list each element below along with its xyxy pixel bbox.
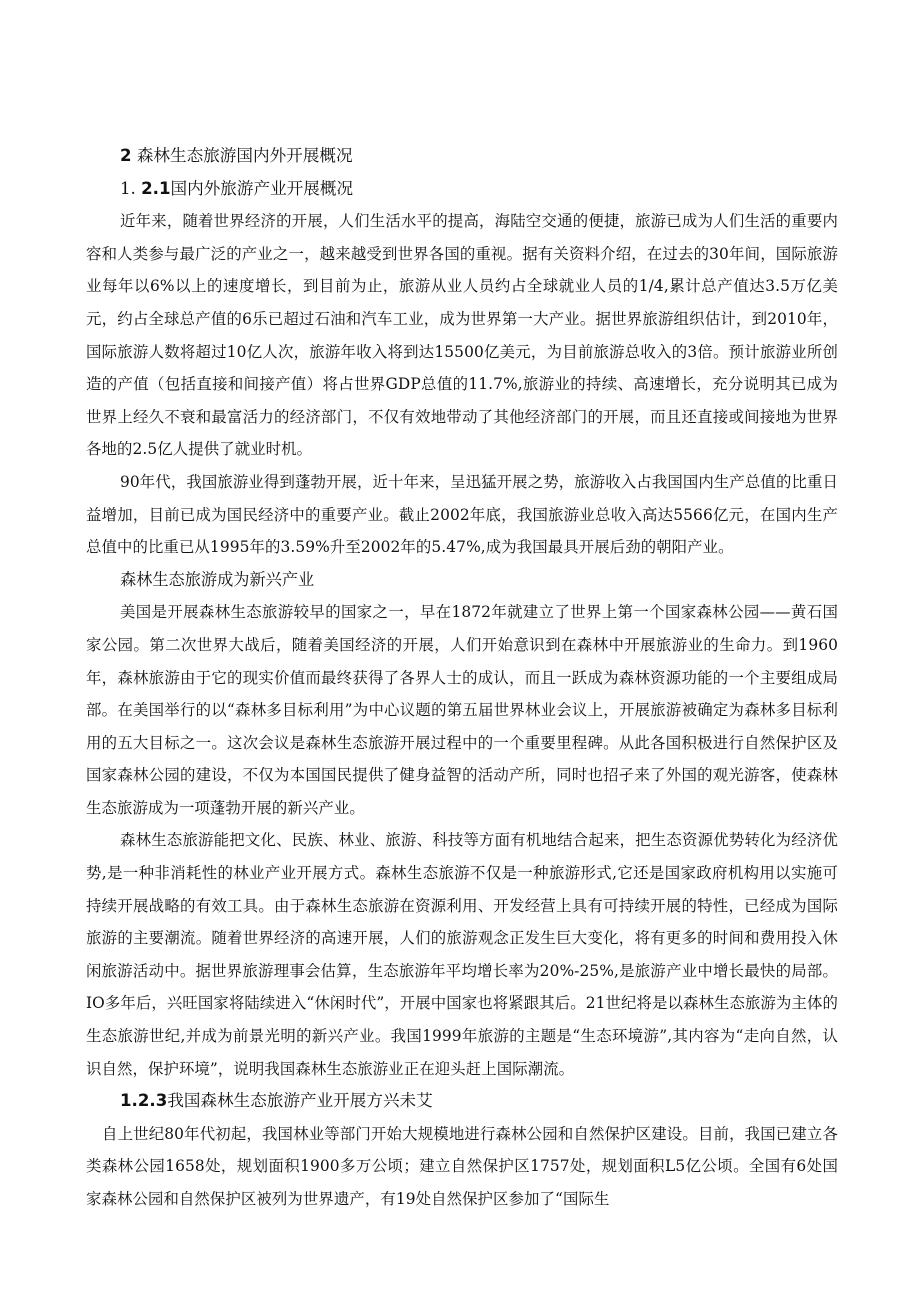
section-number: 2.1 — [141, 178, 171, 198]
section-heading-2 — [86, 140, 838, 173]
section-title: 我国森林生态旅游产业开展方兴未艾 — [167, 1091, 433, 1111]
paragraph: 90年代，我国旅游业得到蓬勃开展，近十年来，呈迅猛开展之势，旅游收入占我国国内生产总值的比重日益增加，目前已成为国民经济中的重要产业。截止2002年底，我国旅游业总收入高达5566亿元，在国内生产总值中的比重已从1995年的3.59%升至2002年的5.47%,成为我国最具开展后劲的朝阳产业。 — [86, 472, 838, 557]
list-prefix: 1. — [120, 178, 136, 198]
section-number: 2 — [120, 146, 132, 165]
section-title: 国内外旅游产业开展概况 — [170, 178, 354, 198]
paragraph: 森林生态旅游能把文化、民族、林业、旅游、科技等方面有机地结合起来，把生态资源优势转化为经济优势,是一种非消耗性的林业产业开展方式。森林生态旅游不仅是一种旅游形式,它还是国家政府机构用以实施可持续开展战略的有效工具。由于森林生态旅游在资源利用、开发经营上具有可持续开展的特性，已经成为国际旅游的主要潮流。随着世界经济的高速开展，人们的旅游观念正发生巨大变化，将有更多的时间和费用投入休闲旅游活动中。据世界旅游理事会估算，生态旅游年平均增长率为20%-25%,是旅游产业中增长最快的局部。IO多年后，兴旺国家将陆续进入“休闲时代”，开展中国家也将紧跟其后。21世纪将是以森林生态旅游为主体的生态旅游世纪,并成为前景光明的新兴产业。我国1999年旅游的主题是“生态环境游”,其内容为“走向自然，认识自然，保护环境”，说明我国森林生态旅游业正在迎头赶上国际潮流。 — [86, 831, 838, 1078]
section-number: 1.2.3 — [120, 1091, 168, 1111]
section-heading-1-2-3 — [86, 1085, 838, 1118]
document-body — [86, 140, 838, 1216]
paragraph: 自上世纪80年代初起，我国林业等部门开始大规模地进行森林公园和自然保护区建设。目前，我国已建立各类森林公园1658处，规划面积1900多万公顷；建立自然保护区1757处，规划面积L5亿公顷。全国有6处国家森林公园和自然保护区被列为世界遗产，有19处自然保护区参加了“国际生 — [86, 1124, 838, 1208]
paragraph: 美国是开展森林生态旅游较早的国家之一，早在1872年就建立了世界上第一个国家森林公园——黄石国家公园。第二次世界大战后，随着美国经济的开展，人们开始意识到在森林中开展旅游业的生命力。到1960年，森林旅游由于它的现实价值而最终获得了各界人士的成认，而且一跃成为森林资源功能的一个主要组成局部。在美国举行的以“森林多目标利用”为中心议题的第五届世界林业会议上，开展旅游被确定为森林多目标利用的五大目标之一。这次会议是森林生态旅游开展过程中的一个重要里程碑。从此各国积极进行自然保护区及国家森林公园的建设，不仅为本国国民提供了健身益智的活动产所，同时也招孑来了外国的观光游客，使森林生态旅游成为一项蓬勃开展的新兴产业。 — [86, 603, 838, 817]
subsection-heading: 森林生态旅游成为新兴产业 — [120, 569, 315, 589]
section-title: 森林生态旅游国内外开展概况 — [136, 146, 353, 165]
section-heading-2-1 — [86, 173, 838, 206]
paragraph: 近年来，随着世界经济的开展，人们生活水平的提高，海陆空交通的便捷，旅游已成为人们生活的重要内容和人类参与最广泛的产业之一，越来越受到世界各国的重视。据有关资料介绍，在过去的30年间，国际旅游业每年以6%以上的速度增长，到目前为止，旅游从业人员约占全球就业人员的1/4,累计总产值达3.5万亿美元，约占全球总产值的6乐已超过石油和汽车工业，成为世界第一大产业。据世界旅游组织估计，到2010年，国际旅游人数将超过10亿人次，旅游年收入将到达15500亿美元，为目前旅游总收入的3倍。预计旅游业所创造的产值（包括直接和间接产值）将占世界GDP总值的11.7%,旅游业的持续、高速增长，充分说明其已成为世界上经久不衰和最富活力的经济部门，不仅有效地带动了其他经济部门的开展，而且还直接或间接地为世界各地的2.5亿人提供了就业时机。 — [86, 212, 838, 459]
